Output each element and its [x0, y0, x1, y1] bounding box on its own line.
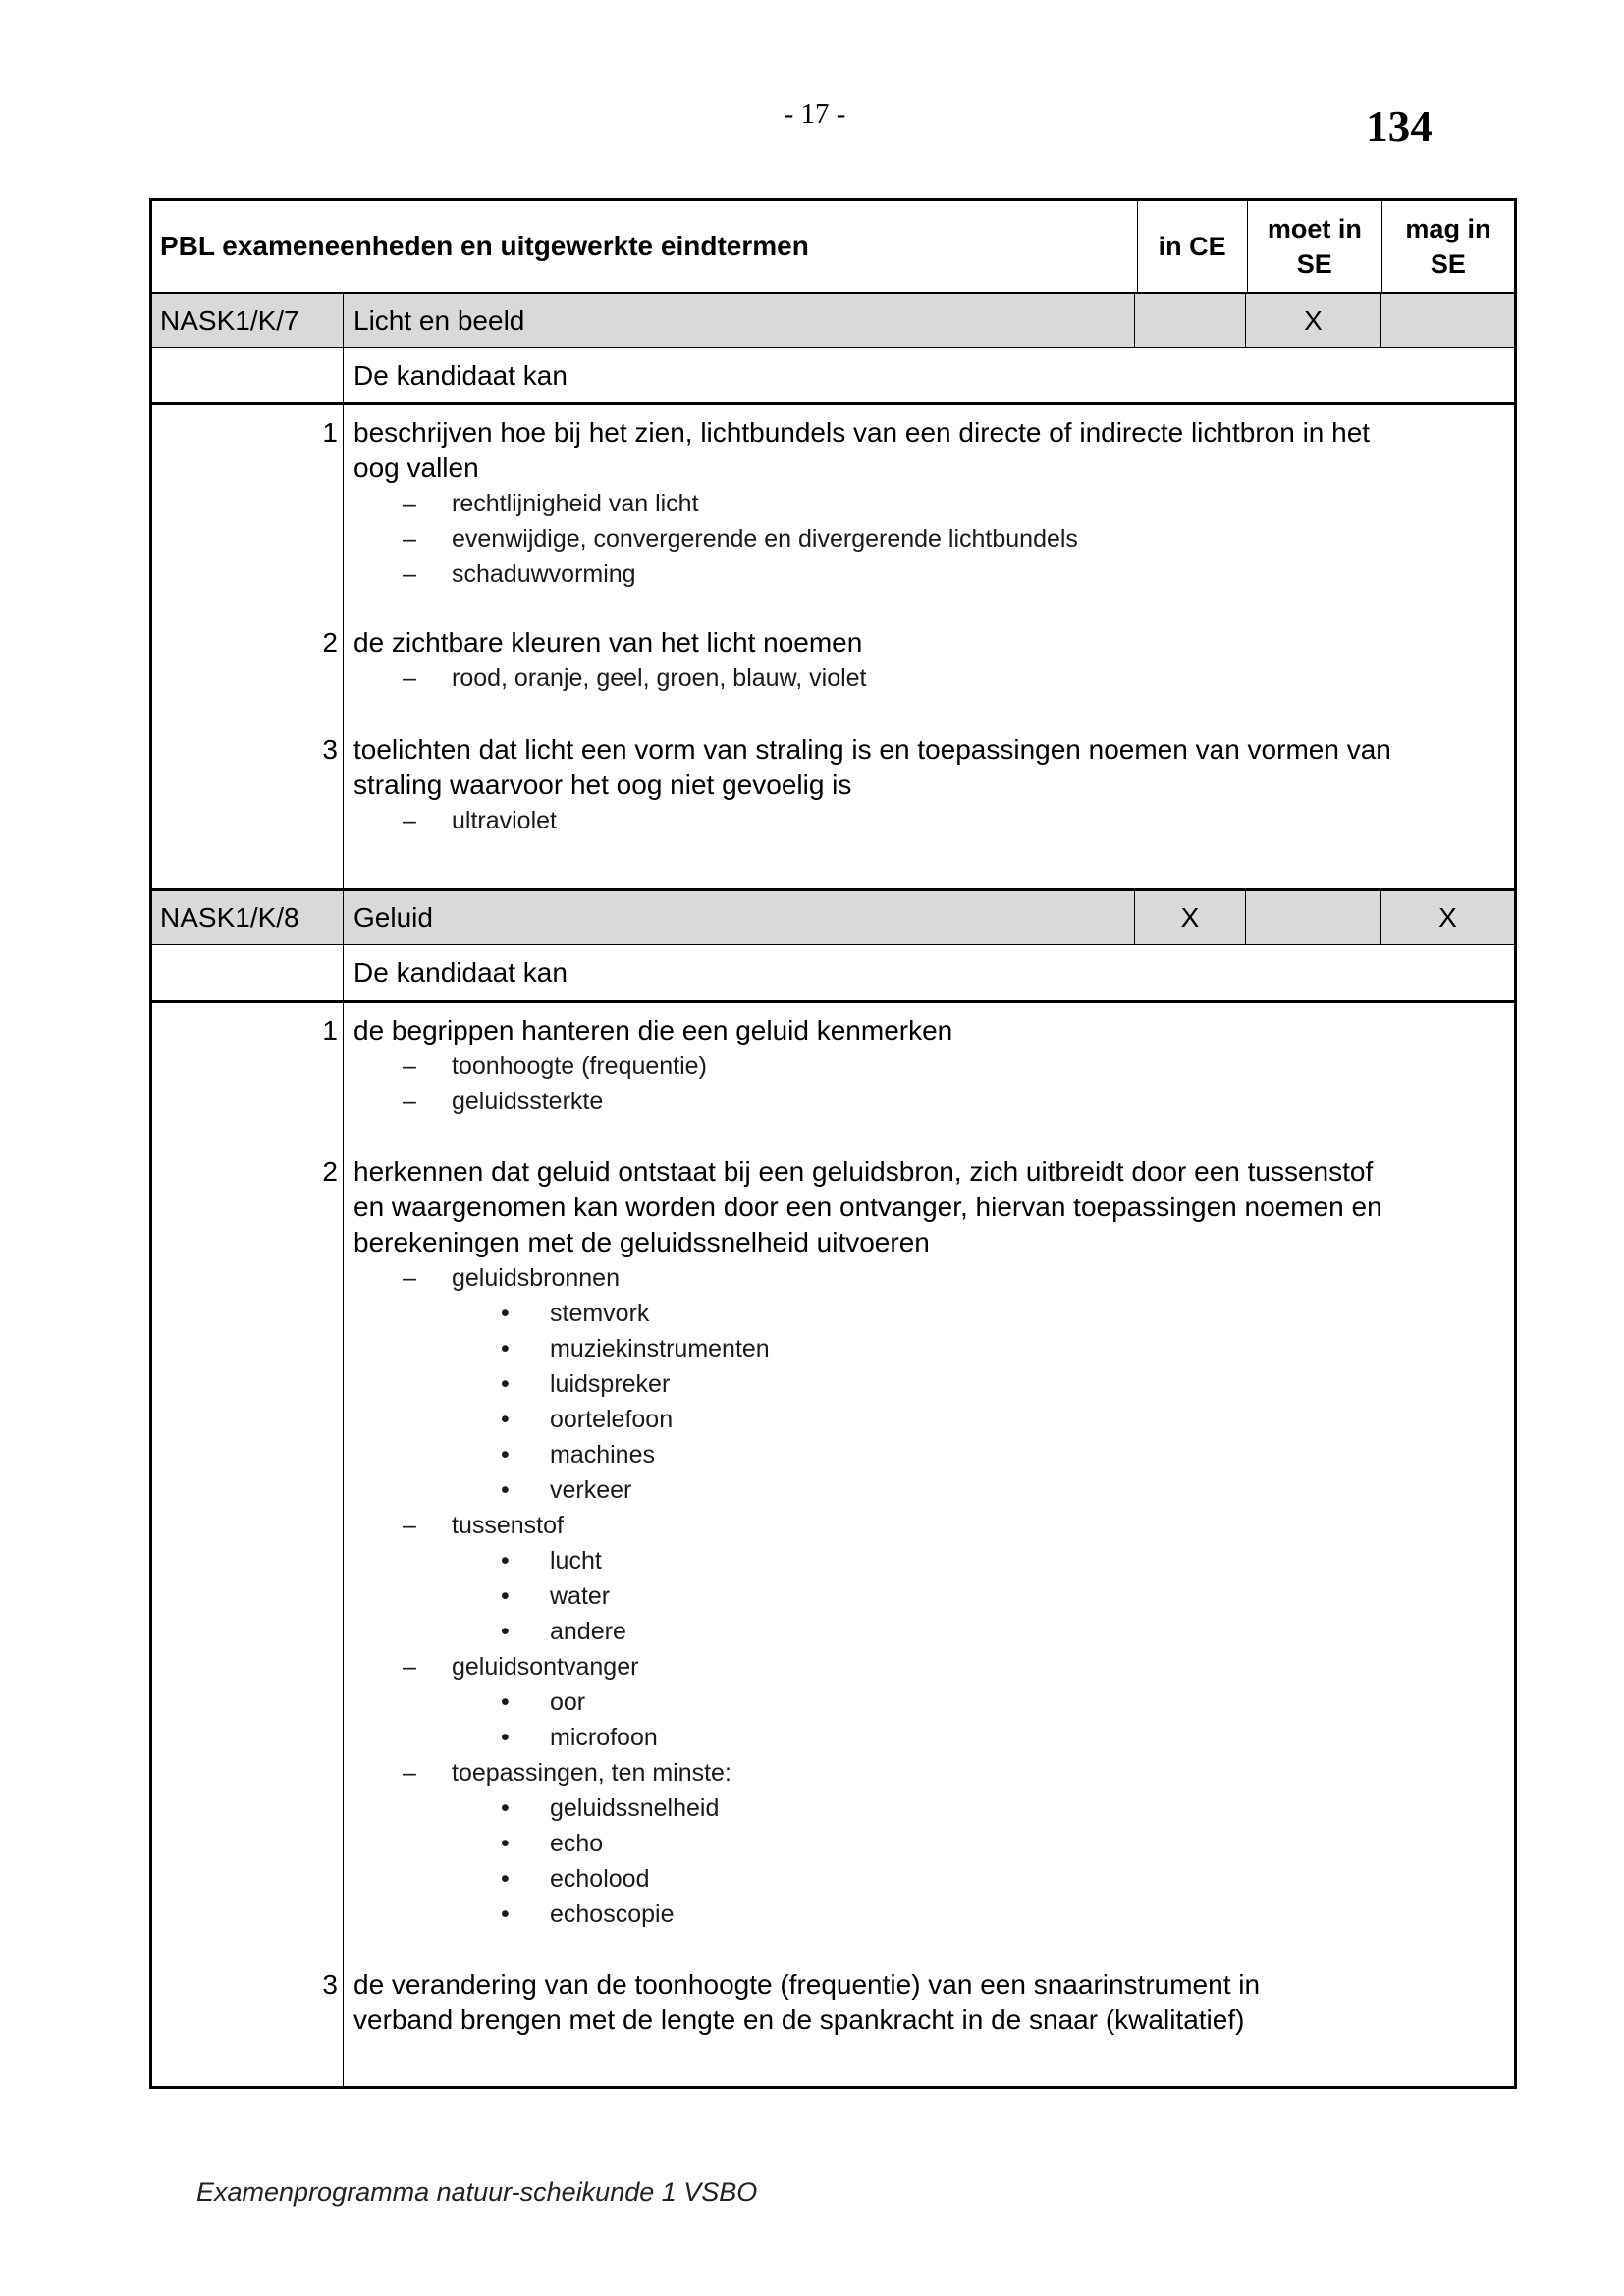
content-row-k8 — [152, 1000, 1514, 2086]
sub-item: – ultraviolet — [353, 803, 1504, 838]
sub-item: – toepassingen, ten minste: — [353, 1755, 1504, 1790]
dash-icon: – — [403, 525, 416, 553]
item-number: 1 — [322, 417, 338, 448]
sub-item: – geluidsontvanger — [353, 1649, 1504, 1684]
dash-icon: – — [403, 807, 416, 834]
footer-text: Examenprogramma natuur-scheikunde 1 VSBO — [196, 2177, 758, 2207]
sub-item: – toonhoogte (frequentie) — [353, 1048, 1504, 1084]
item-text: herkennen dat geluid ontstaat bij een geluidsbron, zich uitbreidt door een tussenstof — [353, 1156, 1374, 1187]
dash-icon: – — [403, 561, 416, 588]
item-number: 3 — [322, 734, 338, 765]
bullet-icon: • — [501, 1406, 510, 1433]
bullet-icon: • — [501, 1582, 510, 1610]
item-number: 2 — [322, 1156, 338, 1187]
bullet-item: • echo — [353, 1826, 1504, 1861]
dash-icon: – — [403, 1052, 416, 1080]
bullet-item: • verkeer — [353, 1472, 1504, 1508]
dash-icon: – — [403, 1759, 416, 1787]
unit-in-ce: X — [1135, 891, 1246, 944]
exam-units-table — [149, 198, 1517, 2089]
bullet-icon: • — [501, 1724, 510, 1751]
sub-item: – geluidsbronnen — [353, 1260, 1504, 1296]
bullet-item: • geluidssnelheid — [353, 1790, 1504, 1826]
item-number: 2 — [322, 627, 338, 658]
sub-item: – tussenstof — [353, 1508, 1504, 1543]
table-header-row — [152, 201, 1514, 292]
bullet-item: • lucht — [353, 1543, 1504, 1578]
sub-item: – rechtlijnigheid van licht — [353, 486, 1504, 521]
sub-item: – evenwijdige, convergerende en divergerende lichtbundels — [353, 521, 1504, 557]
bullet-icon: • — [501, 1900, 510, 1928]
bullet-icon: • — [501, 1476, 510, 1504]
page-number: - 17 - — [784, 98, 846, 130]
item-number: 1 — [322, 1015, 338, 1045]
item-text: berekeningen met de geluidssnelheid uitvoeren — [353, 1227, 930, 1257]
item-text: en waargenomen kan worden door een ontvanger, hiervan toepassingen noemen en — [353, 1192, 1382, 1222]
unit-mag-in-se: X — [1438, 902, 1457, 933]
header-moet-in-se: moet in SE — [1248, 201, 1382, 292]
bullet-item: • echoscopie — [353, 1896, 1504, 1932]
bullet-item: • oortelefoon — [353, 1402, 1504, 1437]
content-row-k7 — [152, 402, 1514, 888]
item-text: beschrijven hoe bij het zien, lichtbundels van een directe of indirecte lichtbron in het — [353, 417, 1371, 448]
dash-icon: – — [403, 1653, 416, 1681]
item-text: de verandering van de toonhoogte (frequentie) van een snaarinstrument in — [353, 1969, 1261, 2000]
sub-item: – geluidssterkte — [353, 1084, 1504, 1119]
document-number: 134 — [1366, 102, 1433, 151]
bullet-icon: • — [501, 1547, 510, 1575]
bullet-icon: • — [501, 1441, 510, 1468]
bullet-icon: • — [501, 1865, 510, 1893]
intro-text: De kandidaat kan — [353, 359, 568, 391]
bullet-icon: • — [501, 1794, 510, 1822]
unit-title: Licht en beeld — [344, 294, 1135, 347]
unit-title: Geluid — [344, 891, 1135, 944]
unit-code: NASK1/K/8 — [152, 891, 344, 944]
intro-row — [152, 347, 1514, 402]
item-text: verband brengen met de lengte en de spankracht in de snaar (kwalitatief) — [353, 2004, 1245, 2035]
header-in-ce: in CE — [1138, 201, 1248, 292]
dash-icon: – — [403, 490, 416, 517]
bullet-item: • luidspreker — [353, 1366, 1504, 1402]
item-text: straling waarvoor het oog niet gevoelig is — [353, 770, 852, 800]
sub-item: – schaduwvorming — [353, 557, 1504, 592]
bullet-item: • echolood — [353, 1861, 1504, 1896]
unit-moet-in-se — [1246, 891, 1381, 944]
bullet-icon: • — [501, 1830, 510, 1857]
item-text: de zichtbare kleuren van het licht noemen — [353, 627, 863, 658]
intro-row — [152, 944, 1514, 1000]
bullet-icon: • — [501, 1618, 510, 1645]
unit-code: NASK1/K/7 — [152, 294, 344, 347]
unit-mag-in-se — [1381, 294, 1514, 347]
item-number: 3 — [322, 1969, 338, 2000]
bullet-item: • oor — [353, 1684, 1504, 1720]
sub-item: – rood, oranje, geel, groen, blauw, violet — [353, 661, 1504, 696]
bullet-item: • stemvork — [353, 1296, 1504, 1331]
header-mag-in-se: mag in SE — [1405, 214, 1491, 279]
bullet-item: • muziekinstrumenten — [353, 1331, 1504, 1366]
unit-in-ce — [1135, 294, 1246, 347]
bullet-item: • microfoon — [353, 1720, 1504, 1755]
item-text: de begrippen hanteren die een geluid kenmerken — [353, 1015, 953, 1045]
bullet-item: • water — [353, 1578, 1504, 1614]
dash-icon: – — [403, 665, 416, 692]
dash-icon: – — [403, 1088, 416, 1115]
content-body — [322, 405, 1514, 888]
item-text: oog vallen — [353, 453, 479, 483]
content-body — [322, 1003, 1514, 2086]
item-text: toelichten dat licht een vorm van straling is en toepassingen noemen van vormen van — [353, 734, 1391, 765]
bullet-icon: • — [501, 1300, 510, 1327]
bullet-icon: • — [501, 1335, 510, 1362]
unit-row-k7 — [152, 292, 1514, 347]
unit-moet-in-se: X — [1246, 294, 1381, 347]
header-title: PBL exameneenheden en uitgewerkte eindtermen — [152, 201, 1138, 292]
bullet-item: • machines — [353, 1437, 1504, 1472]
dash-icon: – — [403, 1264, 416, 1292]
bullet-icon: • — [501, 1370, 510, 1398]
bullet-icon: • — [501, 1688, 510, 1716]
bullet-item: • andere — [353, 1614, 1504, 1649]
intro-text: De kandidaat kan — [353, 957, 568, 988]
unit-row-k8 — [152, 888, 1514, 944]
dash-icon: – — [403, 1512, 416, 1539]
